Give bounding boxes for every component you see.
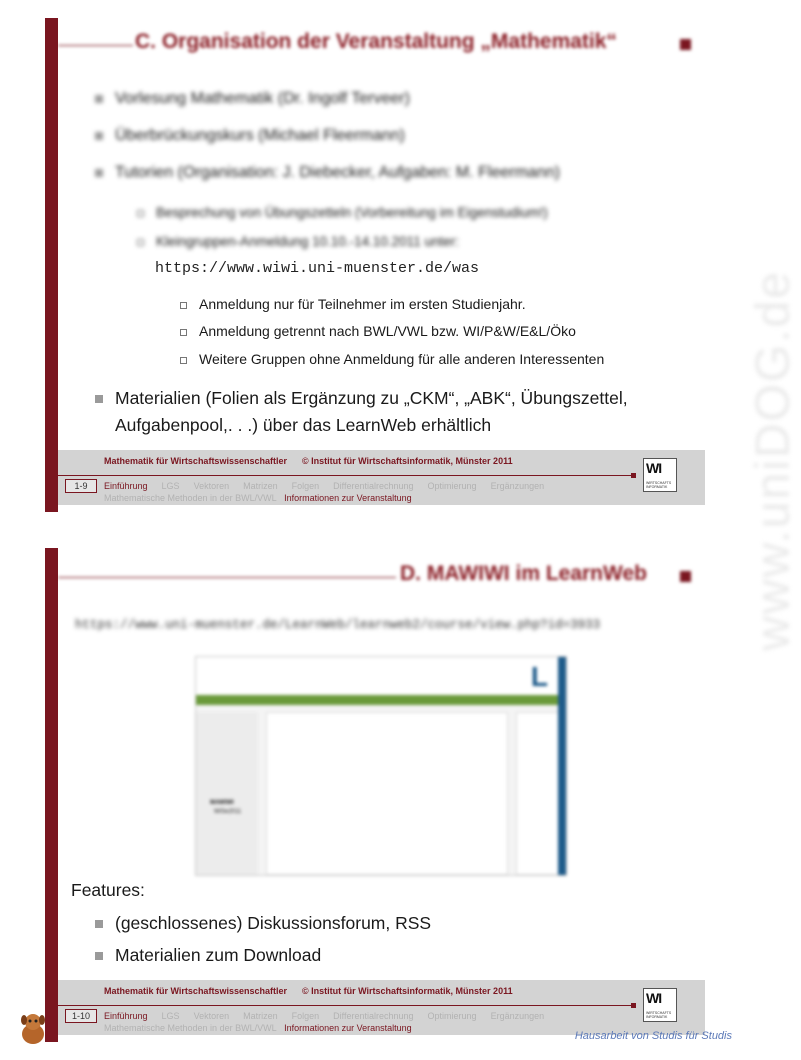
features-label: Features: (71, 880, 145, 900)
footer-course: Mathematik für Wirtschaftswissenschaftler (104, 456, 287, 466)
bullet-square-outline-icon (180, 329, 187, 336)
shot-course-name: MAWIWI (210, 800, 234, 806)
nav-item-lgs[interactable]: LGS (161, 481, 180, 491)
bullet-item-materials-cont: Aufgabenpool,. . .) über das LearnWeb erhältlich (115, 415, 492, 435)
slide-title: C. Organisation der Veranstaltung „Mathematik“ (135, 30, 617, 53)
bullet-item: Überbrückungskurs (Michael Fleermann) (95, 127, 405, 145)
dog-mascot-icon (18, 1012, 48, 1051)
shot-right-panel (516, 712, 562, 875)
nav-item-ergaenzungen[interactable]: Ergänzungen (490, 481, 545, 491)
footer-course-line (104, 456, 513, 466)
nav-item-lgs[interactable]: LGS (161, 1011, 180, 1021)
footer-sub-left[interactable]: Mathematische Methoden in der BWL/VWL (104, 1023, 277, 1033)
footer-subnav (104, 493, 412, 503)
nav-item-vektoren[interactable]: Vektoren (193, 481, 230, 491)
shot-semester: WiSe2011 (214, 809, 242, 815)
bullet-square-icon (95, 132, 103, 140)
slide-title-row (58, 30, 705, 60)
bullet-item: Tutorien (Organisation: J. Diebecker, Aufgaben: M. Fleermann) (95, 164, 560, 182)
shot-blue-edge (558, 657, 566, 875)
bullet-item: Vorlesung Mathematik (Dr. Ingolf Terveer) (95, 90, 410, 108)
bullet-square-outline-icon (180, 357, 187, 364)
title-rule (58, 45, 133, 46)
slide-2 (45, 548, 705, 1042)
logo-subtext: WIRTSCHAFTS INFORMATIK (646, 481, 672, 489)
footer-copyright: © Institut für Wirtschaftsinformatik, Münster 2011 (302, 456, 513, 466)
learnweb-logo-icon: L (530, 661, 548, 692)
slide-title-row (58, 562, 705, 592)
slide-title: D. MAWIWI im LearnWeb (400, 562, 647, 585)
title-square-icon (680, 571, 691, 582)
nav-item-differentialrechnung[interactable]: Differentialrechnung (333, 481, 414, 491)
bullet-square-icon (95, 952, 103, 960)
footer-course-line (104, 986, 513, 996)
sub-bullet-item: Besprechung von Übungszetteln (Vorbereitung im Eigenstudium!) (137, 205, 548, 220)
slide-footer (58, 450, 705, 505)
bullet-square-outline-icon (137, 239, 144, 246)
title-square-icon (680, 39, 691, 50)
learnweb-url[interactable]: https://www.uni-muenster.de/LearnWeb/learnweb2/course/view.php?id=3933 (75, 618, 601, 632)
bullet-item-materials: Materialien (Folien als Ergänzung zu „CKM“, „ABK“, Übungszettel, (95, 388, 628, 409)
nav-item-einfuehrung[interactable]: Einführung (104, 1011, 148, 1021)
shot-header (196, 657, 566, 695)
bullet-square-outline-icon (137, 210, 144, 217)
footer-sub-left[interactable]: Mathematische Methoden in der BWL/VWL (104, 493, 277, 503)
sub-sub-bullet-item: Anmeldung nur für Teilnehmer im ersten Studienjahr. (180, 296, 526, 312)
footer-copyright: © Institut für Wirtschaftsinformatik, Münster 2011 (302, 986, 513, 996)
feature-item: Materialien zum Download (95, 945, 321, 966)
nav-item-einfuehrung[interactable]: Einführung (104, 481, 148, 491)
footer-sub-right[interactable]: Informationen zur Veranstaltung (284, 1023, 412, 1033)
nav-item-vektoren[interactable]: Vektoren (193, 1011, 230, 1021)
wi-logo (643, 988, 677, 1022)
footer-subnav (104, 1023, 412, 1033)
sub-sub-bullet-item: Anmeldung getrennt nach BWL/VWL bzw. WI/P&W/E&L/Öko (180, 323, 576, 339)
shot-green-bar (196, 695, 566, 705)
registration-url[interactable]: https://www.wiwi.uni-muenster.de/was (155, 260, 480, 277)
nav-item-differentialrechnung[interactable]: Differentialrechnung (333, 1011, 414, 1021)
title-rule (58, 577, 396, 578)
nav-item-ergaenzungen[interactable]: Ergänzungen (490, 1011, 545, 1021)
logo-wi-text: WI (646, 460, 662, 476)
footer-nav (104, 481, 558, 491)
bullet-square-icon (95, 169, 103, 177)
footer-sub-right[interactable]: Informationen zur Veranstaltung (284, 493, 412, 503)
nav-item-matrizen[interactable]: Matrizen (243, 481, 278, 491)
footer-course: Mathematik für Wirtschaftswissenschaftler (104, 986, 287, 996)
footer-rule (58, 475, 633, 476)
wi-logo (643, 458, 677, 492)
watermark: www.uniDOG.de (747, 270, 800, 651)
shot-sidebar (196, 712, 258, 875)
logo-wi-text: WI (646, 990, 662, 1006)
page-number: 1-10 (65, 1009, 97, 1023)
nav-item-optimierung[interactable]: Optimierung (427, 481, 477, 491)
slide-accent-bar (45, 548, 58, 1042)
sub-bullet-item: Kleingruppen-Anmeldung 10.10.-14.10.2011 unter: (137, 234, 459, 249)
nav-item-matrizen[interactable]: Matrizen (243, 1011, 278, 1021)
footer-rule (58, 1005, 633, 1006)
nav-item-folgen[interactable]: Folgen (291, 481, 320, 491)
nav-item-optimierung[interactable]: Optimierung (427, 1011, 477, 1021)
corner-credit: Hausarbeit von Studis für Studis (574, 1030, 732, 1042)
learnweb-screenshot (195, 656, 567, 876)
slide-1 (45, 18, 705, 512)
slide-footer (58, 980, 705, 1035)
sub-sub-bullet-item: Weitere Gruppen ohne Anmeldung für alle anderen Interessenten (180, 351, 604, 367)
footer-nav (104, 1011, 558, 1021)
nav-item-folgen[interactable]: Folgen (291, 1011, 320, 1021)
bullet-square-icon (95, 95, 103, 103)
feature-item: (geschlossenes) Diskussionsforum, RSS (95, 913, 431, 934)
bullet-square-outline-icon (180, 302, 187, 309)
page-number: 1-9 (65, 479, 97, 493)
bullet-square-icon (95, 395, 103, 403)
logo-subtext: WIRTSCHAFTS INFORMATIK (646, 1011, 672, 1019)
slide-accent-bar (45, 18, 58, 512)
shot-main (266, 712, 508, 875)
bullet-square-icon (95, 920, 103, 928)
